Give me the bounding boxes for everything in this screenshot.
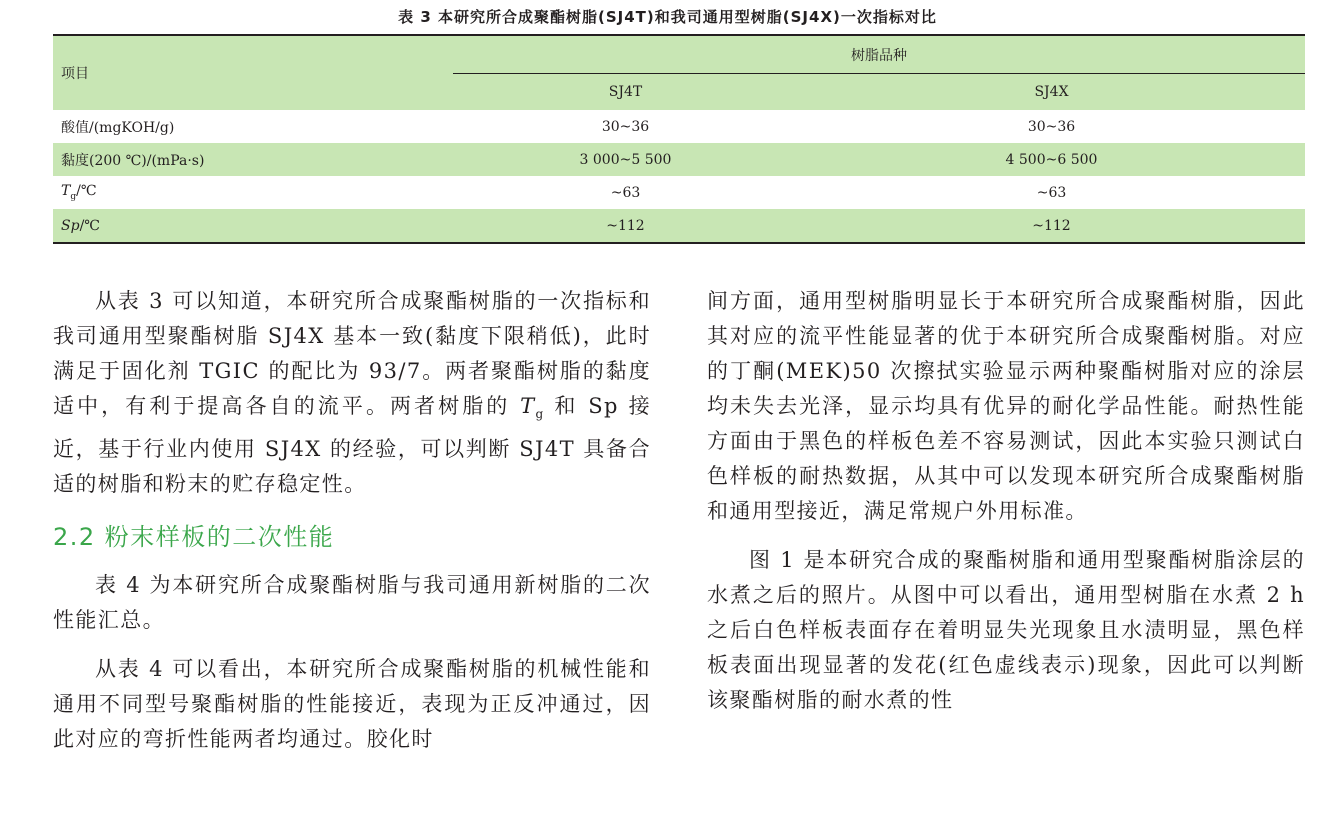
table-row — [53, 176, 1305, 209]
sp-unit: /℃ — [79, 217, 100, 234]
paragraph: 从表 4 可以看出，本研究所合成聚酯树脂的机械性能和通用不同型号聚酯树脂的性能接近，表现为正反冲通过，因此对应的弯折性能两者均通过。胶化时 — [53, 657, 651, 752]
paragraph-text: 从表 3 可以知道，本研究所合成聚酯树脂的一次指标和我司通用型聚酯树脂 SJ4X 基本一致(黏度下限稍低)，此时满足于固化剂 TGIC 的配比为 93/7。两者聚酯树脂的黏度适中，有利于提高各自的流平。两者树脂的 — [53, 289, 651, 418]
cell-sj4t: 30~36 — [601, 118, 650, 135]
paragraph: 图 1 是本研究合成的聚酯树脂和通用型聚酯树脂涂层的水煮之后的照片。从图中可以看出，通用型树脂在水煮 2 h 之后白色样板表面存在着明显失光现象且水渍明显，黑色样板表面出现显著的发花(红色虚线表示)现象，因此可以判断该聚酯树脂的耐水煮的性 — [707, 548, 1305, 712]
row-label: 黏度(200 ℃)/(mPa·s) — [53, 143, 453, 176]
paragraph: 间方面，通用型树脂明显长于本研究所合成聚酯树脂，因此其对应的流平性能显著的优于本研究所合成聚酯树脂。对应的丁酮(MEK)50 次擦拭实验显示两种聚酯树脂对应的涂层均未失去光泽，显示均具有优异的耐化学品性能。耐热性能方面由于黑色的样板色差不容易测试，因此本实验只测试白色样板的耐热数据，从其中可以发现本研究所合成聚酯树脂和通用型接近，满足常规户外用标准。 — [707, 289, 1305, 523]
cell-sj4x: 4 500~6 500 — [798, 143, 1305, 176]
paragraph — [53, 284, 651, 502]
cell-sj4t: ~63 — [610, 184, 641, 201]
tg-symbol: T — [520, 394, 536, 418]
cell-sj4x: ~63 — [1036, 184, 1067, 201]
sp-symbol: Sp — [61, 217, 80, 234]
paragraph: 表 4 为本研究所合成聚酯树脂与我司通用新树脂的二次性能汇总。 — [53, 573, 651, 633]
paragraph-text: 和 Sp 接近，基于行业内使用 SJ4X 的经验，可以判断 SJ4T 具备合适的树脂和粉末的贮存稳定性。 — [53, 394, 651, 497]
header-item: 项目 — [53, 35, 453, 110]
left-column — [53, 284, 651, 757]
header-sj4t: SJ4T — [453, 74, 798, 111]
tg-subscript: g — [535, 407, 545, 422]
comparison-table — [53, 34, 1305, 244]
table-row — [53, 110, 1305, 143]
cell-sj4t: 3 000~5 500 — [453, 143, 798, 176]
row-label — [53, 209, 453, 243]
tg-unit: /℃ — [76, 183, 97, 200]
table-row — [53, 143, 1305, 176]
cell-sj4x: 30~36 — [1027, 118, 1076, 135]
header-group: 树脂品种 — [453, 35, 1305, 74]
cell-sj4x: ~112 — [798, 209, 1305, 243]
table-caption: 表 3 本研究所合成聚酯树脂(SJ4T)和我司通用型树脂(SJ4X)一次指标对比 — [398, 8, 937, 26]
row-label: 酸值/(mgKOH/g) — [61, 119, 175, 136]
tg-symbol: T — [61, 183, 71, 200]
header-sj4x: SJ4X — [798, 74, 1305, 111]
table-row — [53, 209, 1305, 243]
cell-sj4t: ~112 — [453, 209, 798, 243]
tg-subscript: g — [70, 191, 77, 202]
right-column — [707, 284, 1305, 718]
section-heading: 2.2 粉末样板的二次性能 — [53, 523, 335, 552]
row-label — [53, 176, 453, 209]
